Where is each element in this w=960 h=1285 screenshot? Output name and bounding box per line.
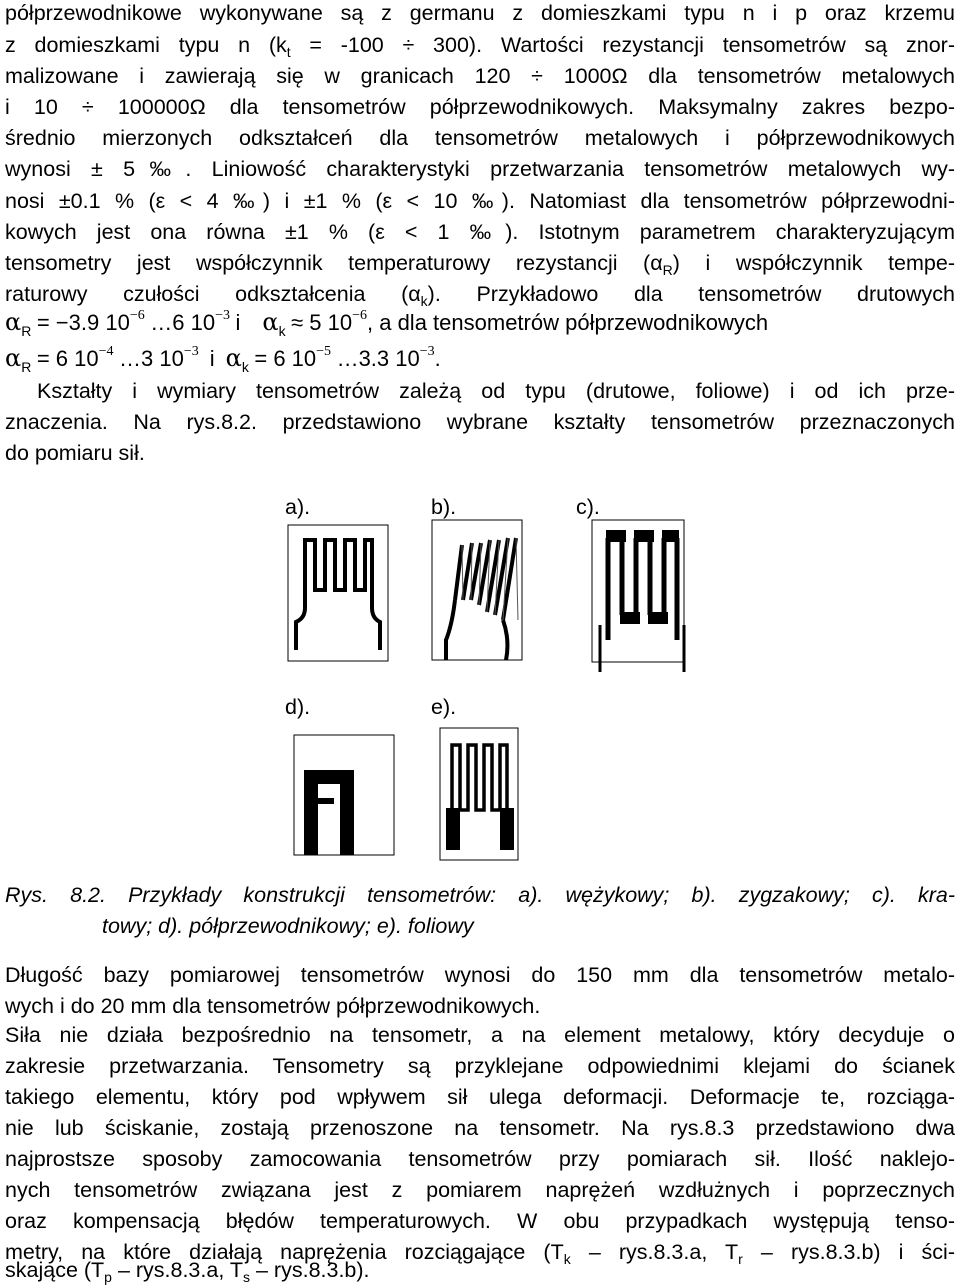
alpha-symbol: α	[5, 344, 22, 372]
text-fragment: tensometry jest współczynnik temperaturowy rezystancji (α	[5, 251, 663, 275]
text-fragment: = -100 ÷ 300). Wartości rezystancji tensometrów są znor-	[290, 33, 955, 57]
gauge-b-zigzag	[432, 520, 522, 660]
text-line	[5, 1258, 955, 1285]
text-line: i 10 ÷ 100000Ω dla tensometrów półprzewodnikowych. Maksymalny zakres bezpo-	[5, 95, 955, 119]
subscript: k	[241, 359, 249, 375]
figure-label-e: e).	[431, 695, 457, 719]
text-line: nych tensometrów związana jest z pomiarem naprężeń wzdłużnych i poprzecznych	[5, 1178, 955, 1202]
formula-text: , a dla tensometrów półprzewodnikowych	[367, 310, 769, 335]
text-fragment: metry, na które działają naprężenia rozciągające (T	[5, 1240, 564, 1264]
superscript: −6	[129, 308, 145, 323]
text-line: do pomiaru sił.	[5, 441, 145, 465]
formula-text: …3.3 10	[336, 346, 420, 371]
text-line: oraz kompensacją błędów temperaturowych. W obu przypadkach występują tenso-	[5, 1209, 955, 1233]
figure-label-b: b).	[431, 495, 457, 519]
formula-text: ≈ 5 10	[291, 310, 353, 335]
text-line: zakresie przetwarzania. Tensometry są przyklejane odpowiednimi klejami do ścianek	[5, 1054, 955, 1078]
figure-caption: Rys. 8.2. Przykłady konstrukcji tensometrów: a). wężykowy; b). zygzakowy; c). kra-	[5, 883, 955, 907]
superscript: −4	[98, 344, 114, 359]
subscript: k	[420, 293, 428, 309]
text-fragment: raturowy czułości odkształcenia (α	[5, 282, 421, 306]
subscript: p	[104, 1269, 112, 1285]
figure-label-c: c).	[576, 495, 600, 519]
subscript: k	[278, 323, 286, 339]
formula-text: …6 10	[150, 310, 216, 335]
text-fragment: – rys.8.3.a, T	[570, 1240, 739, 1264]
superscript: −3	[215, 308, 230, 323]
text-fragment: – rys.8.3.b) i ści-	[742, 1240, 955, 1264]
formula-text: i	[235, 310, 241, 335]
subscript: R	[21, 359, 32, 375]
gauge-c-grid	[592, 520, 684, 672]
text-line: najprostsze sposoby zamocowania tensometrów przy pomiarach sił. Ilość naklejo-	[5, 1147, 955, 1171]
text-line: Długość bazy pomiarowej tensometrów wynosi do 150 mm dla tensometrów metalo-	[5, 963, 955, 987]
text-line: półprzewodnikowe wykonywane są z germanu z domieszkami typu n i p oraz krzemu	[5, 1, 955, 25]
subscript: R	[662, 262, 673, 278]
alpha-symbol: α	[225, 344, 242, 372]
subscript: k	[563, 1251, 571, 1267]
text-line: średnio mierzonych odkształceń dla tensometrów metalowych i półprzewodnikowych	[5, 126, 955, 150]
text-line: malizowane i zawierają się w granicach 120 ÷ 1000Ω dla tensometrów metalowych	[5, 64, 955, 88]
alpha-symbol: α	[5, 308, 22, 336]
gauge-e-foil	[440, 728, 518, 860]
superscript: −3	[419, 344, 435, 359]
subscript: r	[738, 1251, 743, 1267]
figure-caption: towy; d). półprzewodnikowy; e). foliowy	[102, 914, 474, 938]
superscript: −5	[316, 344, 332, 359]
formula-text: = 6 10	[254, 346, 317, 371]
gauge-d-semiconductor	[294, 735, 394, 855]
text-line: Siła nie działa bezpośrednio na tensometr, a na element metalowy, który decyduje o	[5, 1023, 955, 1047]
subscript: R	[21, 323, 32, 339]
formula-text: …3 10	[119, 346, 184, 371]
gauge-a-serpentine	[288, 525, 388, 661]
formula-text: .	[434, 346, 441, 371]
subscript: s	[243, 1269, 251, 1285]
text-line: nie lub ściskanie, zostają przenoszone na tensometr. Na rys.8.3 przedstawiono dwa	[5, 1116, 955, 1140]
text-line: nosi ±0.1 % (ε < 4 ‰) i ±1 % (ε < 10 ‰). Natomiast dla tensometrów półprzewodni-	[5, 189, 955, 213]
formula-text: = −3.9 10	[36, 310, 130, 335]
text-line: wynosi ± 5‰. Liniowość charakterystyki przetwarzania tensometrów metalowych wy-	[5, 157, 955, 181]
text-fragment: skające (T	[5, 1258, 105, 1282]
formula-text: = 6 10	[36, 346, 99, 371]
text-fragment: – rys.8.3.a, T	[111, 1258, 244, 1282]
text-line: kowych jest ona równa ±1 % (ε < 1 ‰). Istotnym parametrem charakteryzującym	[5, 220, 955, 244]
text-fragment: z domieszkami typu n (k	[5, 33, 287, 57]
text-fragment: ). Przykładowo dla tensometrów drutowych	[427, 282, 955, 306]
formula-text: i	[209, 346, 215, 371]
superscript: −3	[183, 344, 199, 359]
subscript: t	[286, 44, 291, 60]
alpha-symbol: α	[262, 308, 279, 336]
text-line: wych i do 20 mm dla tensometrów półprzewodnikowych.	[5, 994, 541, 1018]
figure-label-a: a).	[285, 495, 311, 519]
text-line: Kształty i wymiary tensometrów zależą od typu (drutowe, foliowe) i od ich prze-	[37, 379, 955, 403]
text-fragment: ) i współczynnik tempe-	[672, 251, 955, 275]
text-fragment: – rys.8.3.b).	[250, 1258, 370, 1282]
text-line: takiego elementu, który pod wpływem sił ulega deformacji. Deformacje te, rozciąga-	[5, 1085, 955, 1109]
figure-label-d: d).	[285, 695, 311, 719]
superscript: −6	[352, 308, 367, 323]
text-line: znaczenia. Na rys.8.2. przedstawiono wybrane kształty tensometrów przeznaczonych	[5, 410, 955, 434]
